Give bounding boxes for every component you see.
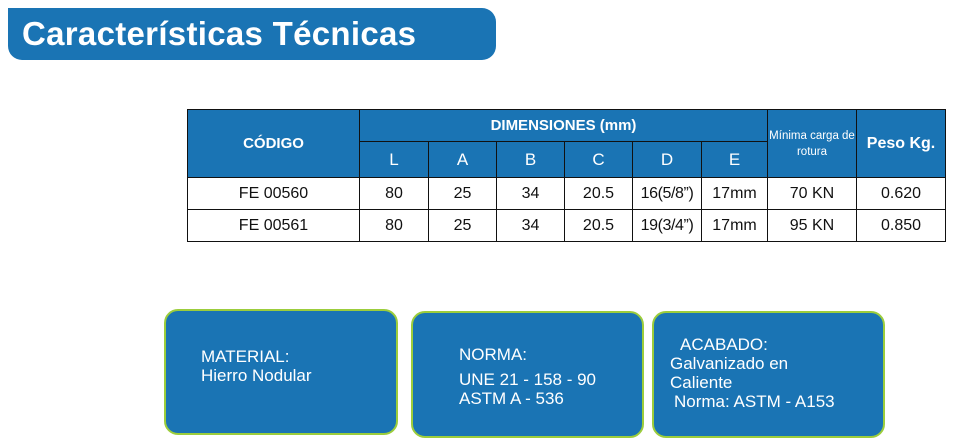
cell-d: 19(3/4”) bbox=[633, 210, 702, 242]
cell-b: 34 bbox=[497, 210, 565, 242]
acabado-line3: Norma: ASTM - A153 bbox=[674, 392, 835, 411]
spec-table bbox=[187, 109, 946, 242]
header-dim-d: D bbox=[633, 142, 702, 178]
header-dim-l: L bbox=[360, 142, 429, 178]
cell-l: 80 bbox=[360, 178, 429, 210]
cell-carga: 70 KN bbox=[768, 178, 857, 210]
norma-line2: ASTM A - 536 bbox=[459, 389, 564, 408]
header-carga-rotura: Mínima carga de rotura bbox=[768, 110, 857, 178]
cell-e: 17mm bbox=[702, 210, 768, 242]
acabado-label: ACABADO: bbox=[680, 335, 768, 354]
table-row bbox=[188, 210, 946, 242]
cell-l: 80 bbox=[360, 210, 429, 242]
cell-carga: 95 KN bbox=[768, 210, 857, 242]
material-label: MATERIAL: bbox=[201, 347, 290, 366]
cell-a: 25 bbox=[429, 210, 497, 242]
acabado-line2: Caliente bbox=[670, 373, 733, 392]
header-dimensiones: DIMENSIONES (mm) bbox=[360, 110, 768, 142]
cell-b: 34 bbox=[497, 178, 565, 210]
cell-codigo: FE 00560 bbox=[188, 178, 360, 210]
cell-e: 17mm bbox=[702, 178, 768, 210]
cell-a: 25 bbox=[429, 178, 497, 210]
cell-codigo: FE 00561 bbox=[188, 210, 360, 242]
header-dim-a: A bbox=[429, 142, 497, 178]
header-dim-c: C bbox=[565, 142, 633, 178]
acabado-box bbox=[652, 311, 885, 438]
header-peso: Peso Kg. bbox=[857, 110, 946, 178]
cell-peso: 0.620 bbox=[857, 178, 946, 210]
acabado-line1: Galvanizado en bbox=[670, 354, 789, 373]
cell-c: 20.5 bbox=[565, 178, 633, 210]
cell-peso: 0.850 bbox=[857, 210, 946, 242]
norma-box bbox=[411, 311, 644, 438]
norma-line1: UNE 21 - 158 - 90 bbox=[459, 370, 597, 389]
material-box bbox=[164, 309, 398, 435]
table-row bbox=[188, 178, 946, 210]
header-dim-e: E bbox=[702, 142, 768, 178]
page-title: Características Técnicas bbox=[8, 8, 496, 60]
norma-label: NORMA: bbox=[459, 345, 527, 364]
cell-c: 20.5 bbox=[565, 210, 633, 242]
cell-d: 16(5/8”) bbox=[633, 178, 702, 210]
header-codigo: CÓDIGO bbox=[188, 110, 360, 178]
header-dim-b: B bbox=[497, 142, 565, 178]
material-value: Hierro Nodular bbox=[201, 366, 312, 385]
